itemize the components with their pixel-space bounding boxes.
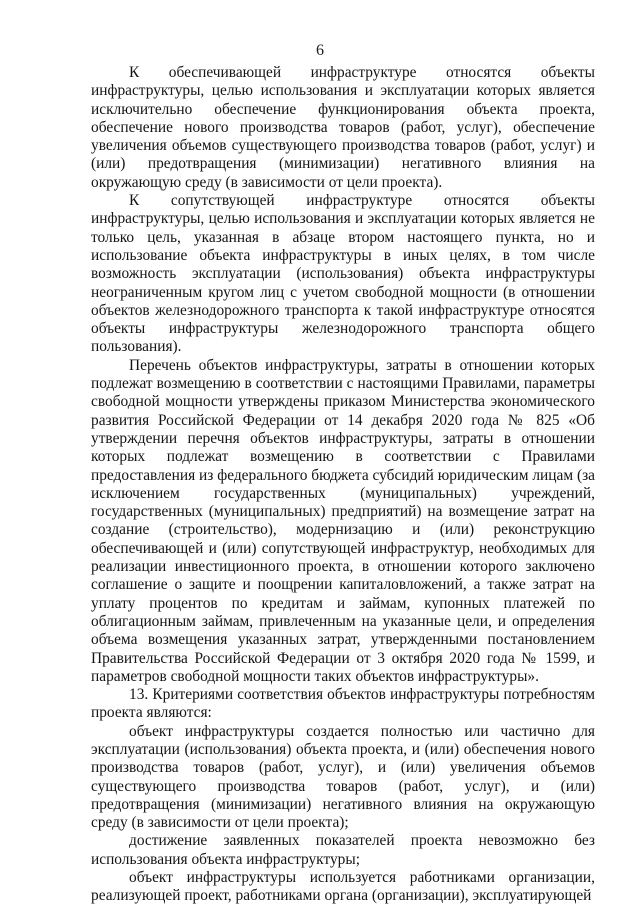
document-body [91,64,595,906]
page-number: 6 [316,42,324,59]
paragraph-criterion-3: объект инфраструктуры используется работниками организации, реализующей проект, работниками органа (организации), эксплуатирующей [91,869,595,905]
paragraph-supporting-infrastructure: К обеспечивающей инфраструктуре относятся объекты инфраструктуры, целью использования и эксплуатации которых является исключительно обеспечение функционирования объекта проекта, обеспечение нового производства товаров (работ, услуг), обеспечение увеличения объемов существующего производства товаров (работ, услуг) и (или) предотвращения (минимизации) негативного влияния на окружающую среду (в зависимости от цели проекта). [91,64,595,191]
paragraph-criteria-heading: 13. Критериями соответствия объектов инфраструктуры потребностям проекта являются: [91,686,595,722]
paragraph-accompanying-infrastructure: К сопутствующей инфраструктуре относятся объекты инфраструктуры, целью использования и эксплуатации которых является не только цель, указанная в абзаце втором настоящего пункта, но и использование объекта инфраструктуры в иных целях, в том числе возможность эксплуатации (использования) объекта инфраструктуры неограниченным кругом лиц с учетом свободной мощности (в отношении объектов железнодорожного транспорта к такой инфраструктуре относятся объекты инфраструктуры железнодорожного транспорта общего пользования). [91,192,595,356]
paragraph-criterion-1: объект инфраструктуры создается полностью или частично для эксплуатации (использования) объекта проекта, и (или) обеспечения нового производства товаров (работ, услуг), и (или) увеличения объемов существующего производства товаров (работ, услуг), и (или) предотвращения (минимизации) негативного влияния на окружающую среду (в зависимости от цели проекта); [91,722,595,832]
paragraph-criterion-2: достижение заявленных показателей проекта невозможно без использования объекта инфраструктуры; [91,832,595,868]
paragraph-infrastructure-list: Перечень объектов инфраструктуры, затраты в отношении которых подлежат возмещению в соответствии с настоящими Правилами, параметры свободной мощности утверждены приказом Министерства экономического развития Российской Федерации от 14 декабря 2020 года № 825 «Об утверждении перечня объектов инфраструктуры, затраты в отношении которых подлежат возмещению в соответствии с Правилами предоставления из федерального бюджета субсидий юридическим лицам (за исключением государственных (муниципальных) учреждений, государственных (муниципальных) предприятий) на возмещение затрат на создание (строительство), модернизацию и (или) реконструкцию обеспечивающей и (или) сопутствующей инфраструктур, необходимых для реализации инвестиционного проекта, в отношении которого заключено соглашение о защите и поощрении капиталовложений, а также затрат на уплату процентов по кредитам и займам, купонных платежей по облигационным займам, привлеченным на указанные цели, и определения объема возмещения указанных затрат, утвержденными постановлением Правительства Российской Федерации от 3 октября 2020 года № 1599, и параметров свободной мощности таких объектов инфраструктуры». [91,356,595,685]
